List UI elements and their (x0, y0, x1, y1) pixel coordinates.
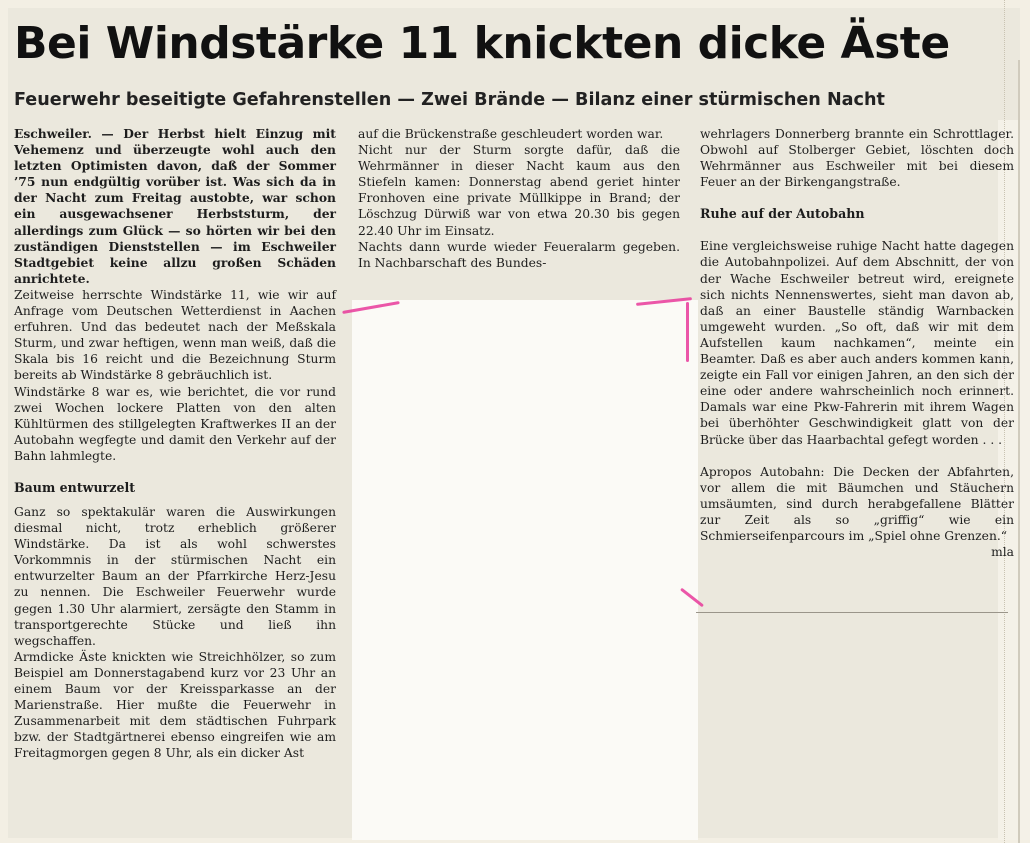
lead-paragraph: Eschweiler. — Der Herbst hielt Einzug mit Vehemenz und überzeugte wohl auch den letzten Optimisten davon, daß der Sommer ’75 nun endgültig vorüber ist. Was sich da in der Nacht zum Freitag austobte, war schon ein ausgewachsener Herbststurm, der allerdings zum Glück — so hörten wir bei den zuständigen Dienststellen — im Eschweiler Stadtgebiet keine allzu großen Schäden anrichtete. (14, 126, 336, 286)
paragraph: Nicht nur der Sturm sorgte dafür, daß die Wehrmänner in dieser Nacht kaum aus den Stiefeln kamen: Donnerstag abend geriet hinter Fronhoven eine private Müllkippe in Brand; der Löschzug Dürwiß war von etwa 20.30 bis gegen 22.40 Uhr im Einsatz. (358, 143, 680, 238)
paragraph: Apropos Autobahn: Die Decken der Abfahrten, vor allem die mit Bäumchen und Stäuchern umsäumten, sind durch herabgefallene Blätter zur Zeit als so „griffig“ wie ein Schmierseifenparcours im „Spiel ohne Grenzen.“ (700, 464, 1014, 543)
paper-blank-area (352, 300, 698, 840)
section-heading: Ruhe auf der Autobahn (700, 206, 865, 222)
paragraph: Armdicke Äste knickten wie Streichhölzer, so zum Beispiel am Donnerstagabend kurz vor 23 Uhr an einem Baum vor der Kreissparkasse an der Marienstraße. Hier mußte die Feuerwehr in Zusammenarbeit mit dem städtischen Fuhrpark bzw. der Stadtgärtnerei ebenso eingreifen wie am Freitagmorgen gegen 8 Uhr, als ein dicker Ast (14, 649, 336, 761)
paragraph: wehrlagers Donnerberg brannte ein Schrottlager. Obwohl auf Stolberger Gebiet, löschten doch Wehrmänner aus Eschweiler mit bei diesem Feuer an der Birkengangstraße. (700, 127, 1014, 190)
column-2 (358, 126, 680, 271)
author-signature: mla (991, 545, 1014, 560)
paragraph: auf die Brückenstraße geschleudert worden war. (358, 127, 664, 141)
column-1 (14, 126, 336, 761)
subheadline: Feuerwehr beseitigte Gefahrenstellen — Zwei Brände — Bilanz einer stürmischen Nacht (14, 90, 885, 110)
column-3 (700, 126, 1014, 560)
end-rule (696, 612, 1008, 614)
paragraph: Ganz so spektakulär waren die Auswirkungen diesmal nicht, trotz erheblich größerer Windstärke. Da ist als wohl schwerstes Vorkommnis in der stürmischen Nacht ein entwurzelter Baum an der Pfarrkirche Herz-Jesu zu nennen. Die Eschweiler Feuerwehr wurde gegen 1.30 Uhr alarmiert, zersägte den Stamm in transportgerechte Stücke und ließ ihn wegschaffen. (14, 504, 336, 648)
paragraph: Windstärke 8 war es, wie berichtet, die vor rund zwei Wochen lockere Platten von den alten Kühltürmen des stillgelegten Kraftwerkes II an der Autobahn wegfegte und damit den Verkehr auf der Bahn lahmlegte. (14, 384, 336, 463)
column-rule (1018, 60, 1020, 843)
paragraph: Eine vergleichsweise ruhige Nacht hatte dagegen die Autobahnpolizei. Auf dem Abschnitt, der von der Wache Eschweiler betreut wird, ereignete sich nichts Nennenswertes, sieht man davon ab, daß an einer Baustelle ständig Warnbacken umgeweht wurden. „So oft, daß wir mit dem Aufstellen kaum nachkamen“, meinte ein Beamter. Daß es aber auch anders kommen kann, zeigte ein Fall vor einigen Jahren, an den sich der eine oder andere wahrscheinlich noch erinnert. Damals war eine Pkw-Fahrerin mit ihrem Wagen bei überhöhter Geschwindigkeit glatt von der Brücke über das Haarbachtal gefegt worden . . . (700, 239, 1014, 447)
headline: Bei Windstärke 11 knickten dicke Äste (14, 18, 950, 69)
section-heading: Baum entwurzelt (14, 479, 136, 495)
paragraph: Zeitweise herrschte Windstärke 11, wie wir auf Anfrage vom Deutschen Wetterdienst in Aachen erfuhren. Und das bedeutet nach der Meßskala Sturm, und zwar heftigen, wenn man weiß, daß die Skala bis 16 reicht und die Bezeichnung Sturm bereits ab Windstärke 8 gebräuchlich ist. (14, 287, 336, 383)
paragraph: Nachts dann wurde wieder Feueralarm gegeben. In Nachbarschaft des Bundes- (358, 239, 680, 270)
pink-marker-stroke (686, 302, 689, 362)
signature-row (700, 544, 1014, 560)
